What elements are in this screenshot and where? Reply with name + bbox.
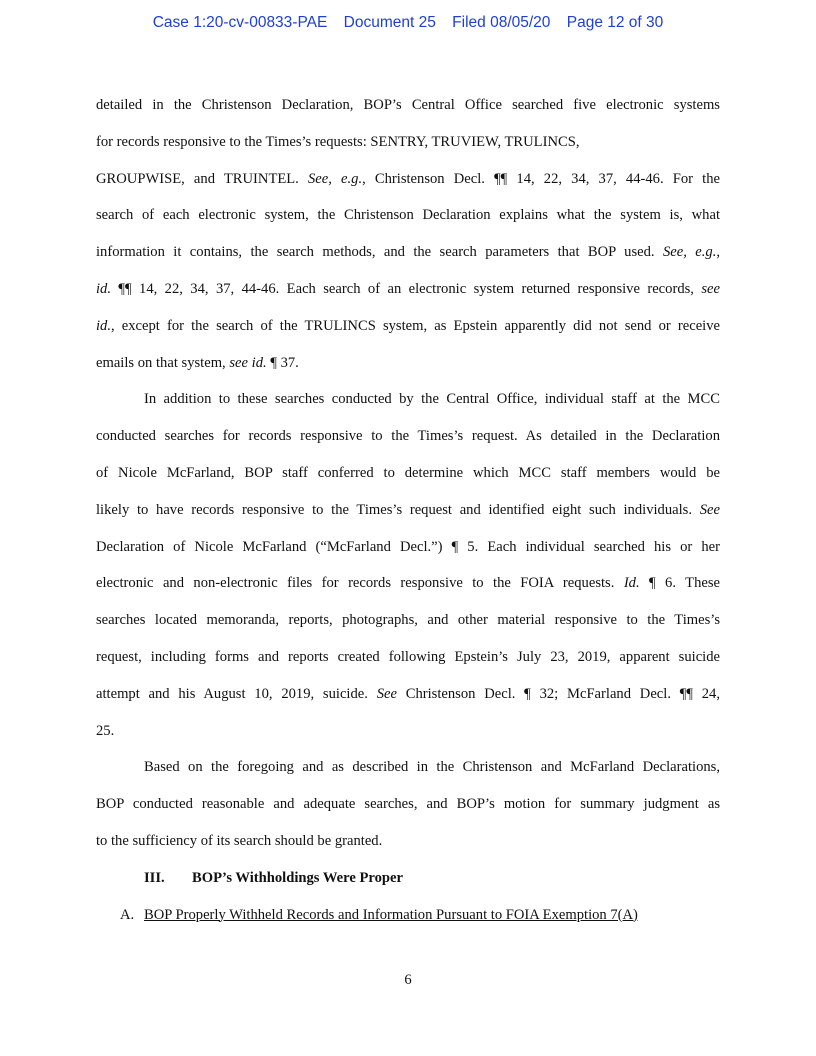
subsection-letter: A.: [120, 906, 135, 923]
filed-date: Filed 08/05/20: [452, 14, 551, 31]
text-line: BOP conducted reasonable and adequate searches, and BOP’s motion for summary judgment as: [96, 796, 720, 813]
text-line: attempt and his August 10, 2019, suicide. See Christenson Decl. ¶ 32; McFarland Decl. ¶¶ 24,: [96, 685, 720, 702]
case-number: Case 1:20-cv-00833-PAE: [152, 14, 328, 31]
paragraph-search-systems: [96, 87, 720, 381]
text-line: searches located memoranda, reports, photographs, and other material responsive to the Times’s: [96, 612, 720, 629]
text-line: In addition to these searches conducted by the Central Office, individual staff at the MCC: [144, 391, 720, 408]
document-body: [96, 87, 720, 933]
section-heading-iii: [96, 860, 720, 897]
section-title: BOP’s Withholdings Were Proper: [192, 869, 403, 886]
text-line: GROUPWISE, and TRUINTEL. See, e.g., Christenson Decl. ¶¶ 14, 22, 34, 37, 44-46. For the: [96, 170, 720, 187]
text-line: likely to have records responsive to the Times’s request and identified eight such individuals. See: [96, 501, 720, 518]
text-line: request, including forms and reports created following Epstein’s July 23, 2019, apparent suicide: [96, 648, 720, 665]
text-line: of Nicole McFarland, BOP staff conferred to determine which MCC staff members would be: [96, 464, 720, 481]
text-line: 25.: [96, 722, 115, 739]
text-line: search of each electronic system, the Christenson Declaration explains what the system is, what: [96, 207, 720, 224]
text-line: emails on that system, see id. ¶ 37.: [96, 354, 299, 371]
text-line: Based on the foregoing and as described in the Christenson and McFarland Declarations,: [144, 759, 720, 776]
subsection-heading-a: [96, 897, 720, 934]
page-number: 6: [404, 972, 412, 988]
text-line: information it contains, the search methods, and the search parameters that BOP used. See, e.g.,: [96, 244, 720, 261]
text-line: detailed in the Christenson Declaration, BOP’s Central Office searched five electronic systems: [96, 97, 720, 113]
paragraph-mcc-searches: [96, 381, 720, 749]
text-line: id., except for the search of the TRULINCS system, as Epstein apparently did not send or receive: [96, 317, 720, 334]
text-line: Declaration of Nicole McFarland (“McFarland Decl.”) ¶ 5. Each individual searched his or her: [96, 538, 720, 555]
subsection-title: BOP Properly Withheld Records and Information Pursuant to FOIA Exemption 7(A): [144, 906, 638, 923]
paragraph-conclusion: [96, 749, 720, 859]
section-number: III.: [144, 869, 165, 886]
text-line: to the sufficiency of its search should be granted.: [96, 832, 383, 849]
text-line: for records responsive to the Times’s requests: SENTRY, TRUVIEW, TRULINCS,: [96, 133, 580, 150]
text-line: electronic and non-electronic files for records responsive to the FOIA requests. Id. ¶ 6. These: [96, 575, 720, 592]
page-of-total: Page 12 of 30: [566, 14, 664, 31]
text-line: conducted searches for records responsive to the Times’s request. As detailed in the Declaration: [96, 428, 720, 445]
document-number: Document 25: [343, 14, 436, 31]
text-line: id. ¶¶ 14, 22, 34, 37, 44-46. Each search of an electronic system returned responsive records, see: [96, 280, 720, 297]
ecf-header: [0, 14, 816, 32]
